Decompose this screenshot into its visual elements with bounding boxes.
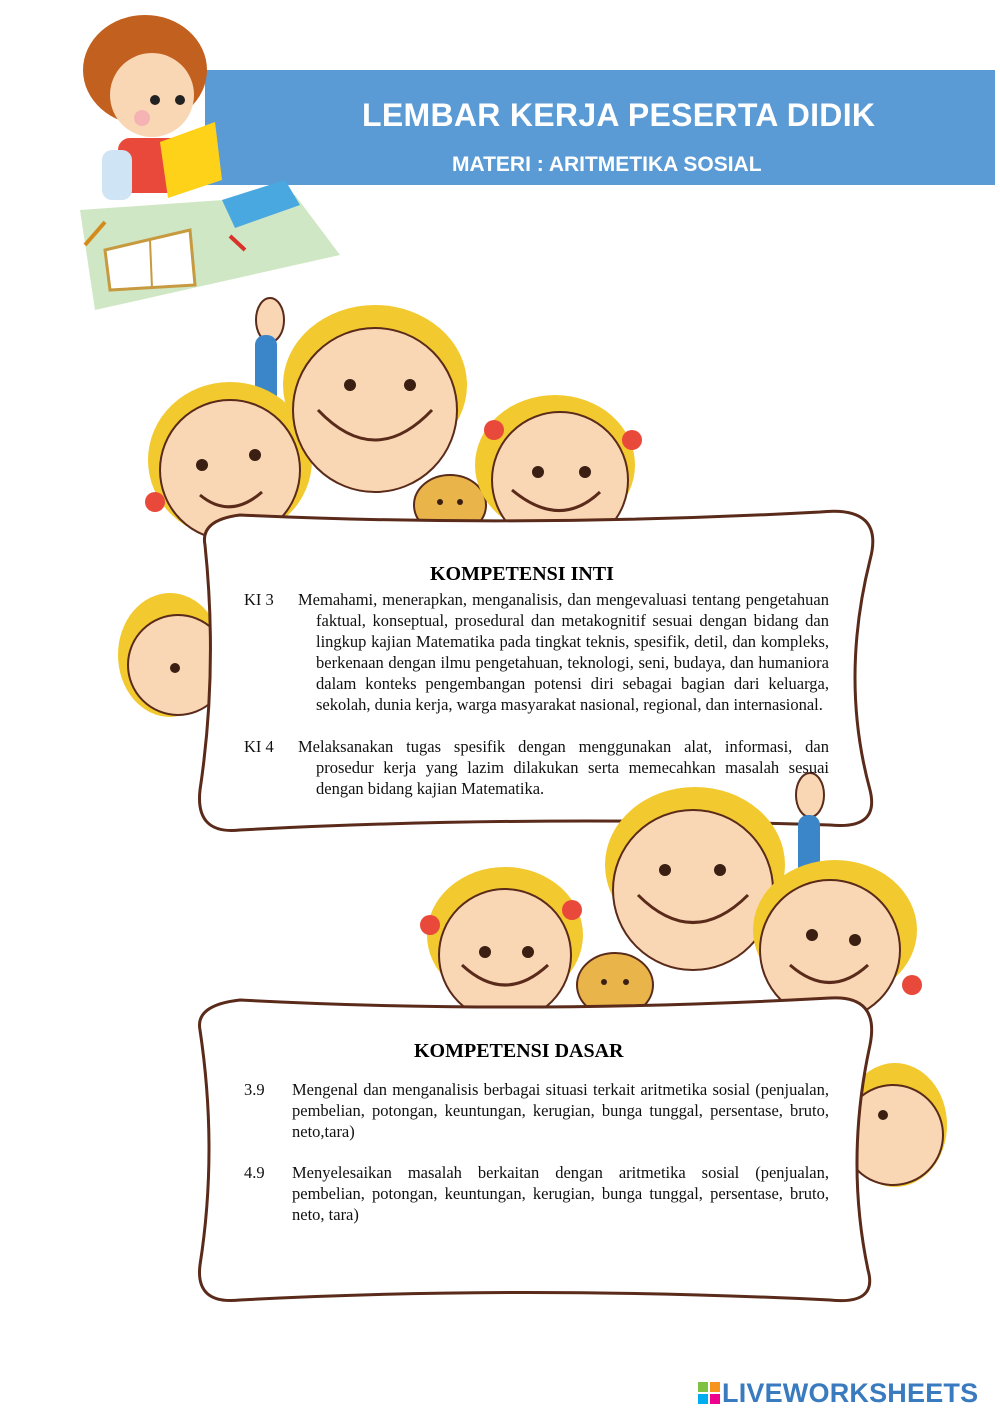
- kd-item-text: Menyelesaikan masalah berkaitan dengan aritmetika sosial (penjualan, pembelian, potongan, keuntungan, kerugian, bunga tunggal, persentase, bruto, neto, tara): [292, 1163, 829, 1224]
- ki-item: [244, 589, 829, 715]
- ki-item-number: KI 4: [244, 737, 274, 756]
- page-title: LEMBAR KERJA PESERTA DIDIK: [362, 97, 876, 133]
- page-subtitle: MATERI : ARITMETIKA SOSIAL: [452, 153, 762, 176]
- kompetensi-dasar-heading: KOMPETENSI DASAR: [414, 1040, 624, 1062]
- kd-item-number: 3.9: [244, 1080, 265, 1099]
- ki-item-number: KI 3: [244, 590, 274, 609]
- liveworksheets-logo[interactable]: [696, 1376, 978, 1410]
- kd-item: [244, 1079, 829, 1142]
- kd-item-text: Mengenal dan menganalisis berbagai situasi terkait aritmetika sosial (penjualan, pembelian, potongan, keuntungan, kerugian, bunga tunggal, persentase, bruto, neto,tara): [292, 1080, 829, 1141]
- kd-item-number: 4.9: [244, 1163, 265, 1182]
- ki-item-text: Melaksanakan tugas spesifik dengan menggunakan alat, informasi, dan prosedur kerja yang lazim dilakukan serta memecahkan masalah sesuai dengan bidang kajian Matematika.: [298, 737, 829, 798]
- reading-boy-illustration: [80, 15, 340, 310]
- kompetensi-inti-heading: KOMPETENSI INTI: [430, 563, 614, 585]
- liveworksheets-logo-text: LIVEWORKSHEETS: [722, 1377, 979, 1408]
- kd-item: [244, 1162, 829, 1225]
- ki-item-text: Memahami, menerapkan, menganalisis, dan mengevaluasi tentang pengetahuan faktual, konseptual, prosedural dan metakognitif sesuai dengan bidang dan lingkup kajian Matematika pada tingkat teknis, spesifik, detil, dan kompleks, berkenaan dengan ilmu pengetahuan, teknologi, seni, budaya, dan humaniora dalam konteks pengembangan potensi diri sebagai bagian dari keluarga, sekolah, dunia kerja, warga masyarakat nasional, regional, dan internasional.: [298, 590, 829, 714]
- ki-item: [244, 736, 829, 799]
